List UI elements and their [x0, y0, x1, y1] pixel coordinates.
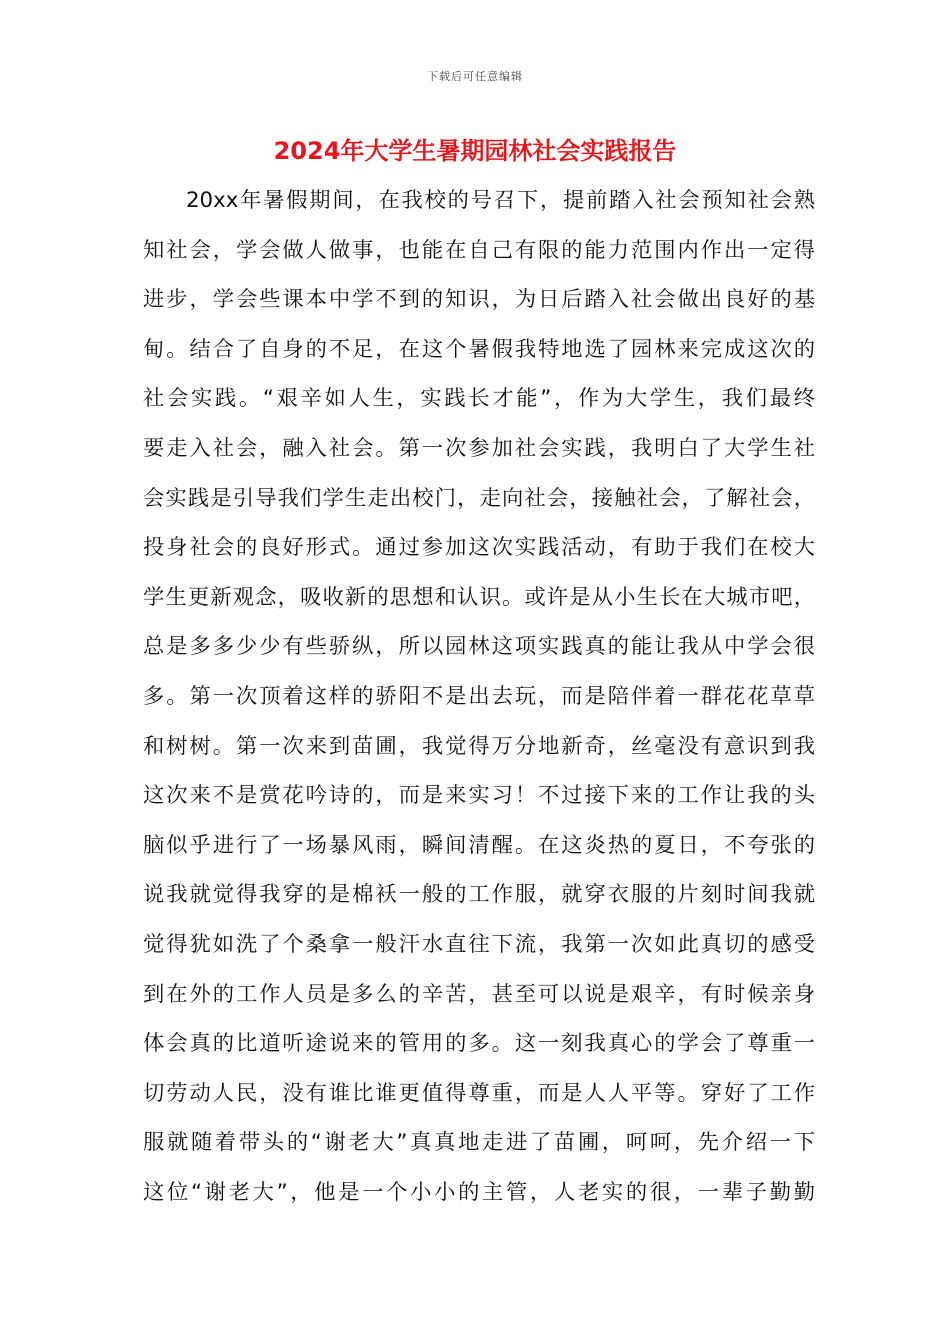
paragraph-line: 要走入社会，融入社会。第一次参加社会实践，我明白了大学生社 [143, 435, 815, 461]
paragraph-line: 20xx年暑假期间，在我校的号召下，提前踏入社会预知社会熟 [186, 188, 815, 213]
paragraph-line: 会实践是引导我们学生走出校门，走向社会，接触社会，了解社会， [143, 485, 815, 511]
paragraph-line: 服就随着带头的“谢老大”真真地走进了苗圃，呵呵，先介绍一下 [143, 1130, 815, 1156]
document-title: 2024年大学生暑期园林社会实践报告 [273, 137, 677, 165]
paragraph-line: 体会真的比道听途说来的管用的多。这一刻我真心的学会了尊重一 [143, 1031, 815, 1057]
paragraph-line: 总是多多少少有些骄纵，所以园林这项实践真的能让我从中学会很 [143, 634, 815, 660]
paragraph-line: 多。第一次顶着这样的骄阳不是出去玩，而是陪伴着一群花花草草 [143, 683, 815, 709]
paragraph-line: 脑似乎进行了一场暴风雨，瞬间清醒。在这炎热的夏日，不夸张的 [143, 832, 815, 858]
paragraph-line: 社会实践。“艰辛如人生，实践长才能”，作为大学生，我们最终 [143, 386, 815, 412]
paragraph-line: 知社会，学会做人做事，也能在自己有限的能力范围内作出一定得 [143, 237, 815, 263]
body-paragraph [143, 176, 815, 1217]
paragraph-line: 和树树。第一次来到苗圃，我觉得万分地新奇，丝毫没有意识到我 [143, 733, 815, 759]
paragraph-line: 觉得犹如洗了个桑拿一般汗水直往下流，我第一次如此真切的感受 [143, 931, 815, 957]
paragraph-line: 学生更新观念，吸收新的思想和认识。或许是从小生长在大城市吧， [143, 584, 815, 610]
header-note: 下载后可任意编辑 [427, 70, 523, 83]
paragraph-line: 到在外的工作人员是多么的辛苦，甚至可以说是艰辛，有时候亲身 [143, 981, 815, 1007]
paragraph-line: 说我就觉得我穿的是棉袄一般的工作服，就穿衣服的片刻时间我就 [143, 882, 815, 908]
paragraph-line: 进步，学会些课本中学不到的知识，为日后踏入社会做出良好的基 [143, 287, 815, 313]
paragraph-line: 投身社会的良好形式。通过参加这次实践活动，有助于我们在校大 [143, 535, 815, 561]
paragraph-line: 切劳动人民，没有谁比谁更值得尊重，而是人人平等。穿好了工作 [143, 1080, 815, 1106]
paragraph-line: 这位“谢老大”，他是一个小小的主管，人老实的很，一辈子勤勤 [143, 1179, 815, 1205]
paragraph-line: 甸。结合了自身的不足，在这个暑假我特地选了园林来完成这次的 [143, 336, 815, 362]
paragraph-line: 这次来不是赏花吟诗的，而是来实习！不过接下来的工作让我的头 [143, 783, 815, 809]
